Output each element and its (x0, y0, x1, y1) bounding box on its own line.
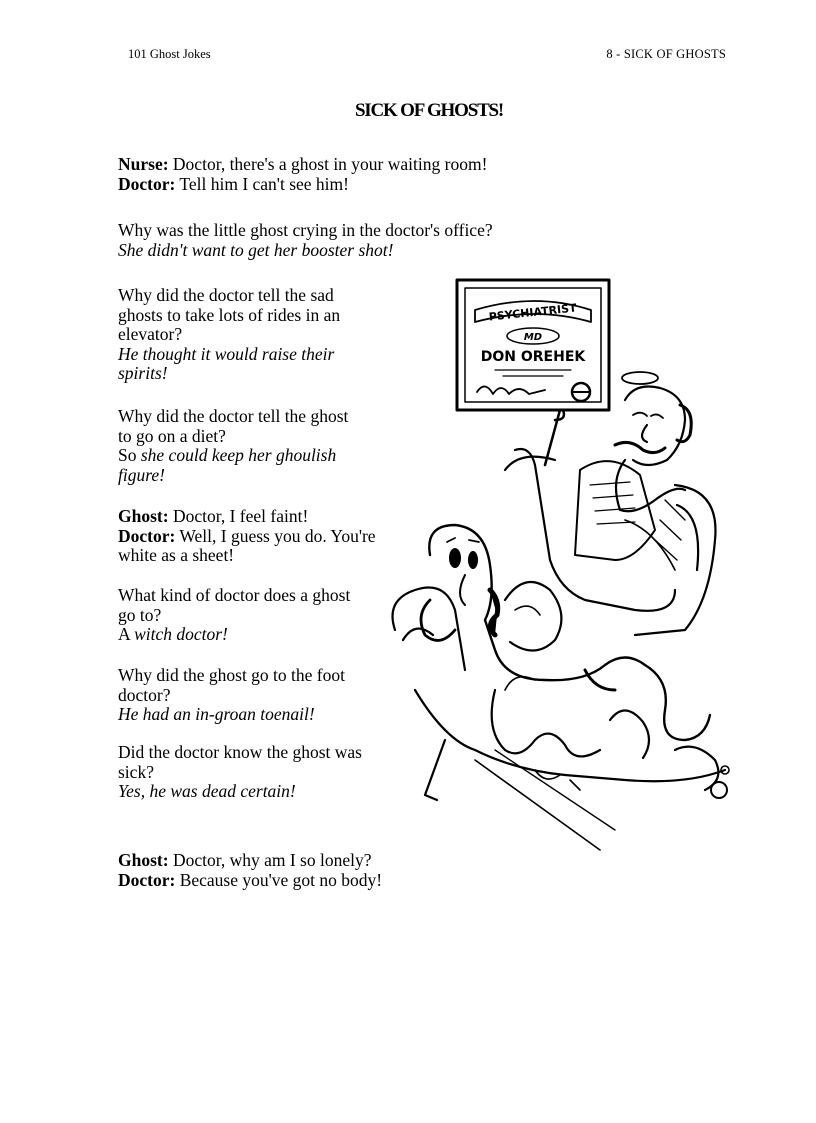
joke-2 (118, 221, 493, 260)
joke-1 (118, 155, 487, 194)
dialogue: Well, I guess you do. You're white as a sheet! (118, 525, 376, 565)
joke-7 (118, 666, 378, 725)
joke-8 (118, 743, 378, 802)
psychiatrist-figure (515, 372, 691, 611)
page-title: SICK OF GHOSTS! (354, 100, 504, 121)
dialogue: Doctor, why am I so lonely? (168, 850, 372, 870)
joke-answer: She didn't want to get her booster shot! (118, 239, 394, 260)
speaker: Ghost: (118, 506, 169, 526)
dialogue: Tell him I can't see him! (175, 173, 349, 194)
joke-answer: Yes, he was dead certain! (118, 781, 296, 801)
joke-answer: witch doctor! (134, 624, 228, 644)
joke-question: What kind of doctor does a ghost go to? (118, 585, 351, 625)
joke-9 (118, 851, 408, 890)
speaker: Nurse: (118, 154, 169, 174)
joke-question: Why was the little ghost crying in the doctor's office? (118, 220, 493, 240)
speaker: Ghost: (118, 850, 169, 870)
dialogue: Doctor, there's a ghost in your waiting room! (168, 154, 488, 174)
joke-3 (118, 286, 368, 384)
joke-4 (118, 407, 358, 485)
speaker: Doctor: (118, 173, 176, 194)
couch (393, 588, 726, 851)
joke-answer: she could keep her ghoulish figure! (118, 445, 337, 485)
dialogue: Doctor, I feel faint! (168, 506, 309, 526)
dialogue: Because you've got no body! (175, 869, 383, 890)
answer-prefix: A (118, 624, 135, 644)
diploma-line2: MD (523, 332, 543, 343)
ghost-patient (421, 525, 729, 798)
diploma-frame (457, 280, 609, 410)
speaker: Doctor: (118, 869, 176, 890)
joke-6 (118, 586, 358, 645)
joke-question: Why did the doctor tell the sad ghosts to take lots of rides in an elevator? (118, 285, 341, 344)
joke-answer: He had an in-groan toenail! (118, 704, 315, 724)
header-book-title: 101 Ghost Jokes (128, 47, 211, 61)
joke-question: Why did the ghost go to the foot doctor? (118, 665, 345, 705)
joke-5 (118, 507, 378, 566)
joke-question: Did the doctor know the ghost was sick? (118, 742, 362, 782)
doctor-ghost-cartoon (385, 270, 745, 860)
joke-answer: He thought it would raise their spirits! (118, 343, 335, 383)
diploma-line1: PSYCHIATRIST (488, 301, 578, 324)
speaker: Doctor: (118, 525, 176, 546)
diploma-line3: DON OREHEK (480, 349, 586, 365)
header-chapter: 8 - SICK OF GHOSTS (606, 47, 726, 61)
answer-prefix: So (118, 445, 141, 465)
joke-question: Why did the doctor tell the ghost to go on a diet? (118, 406, 349, 446)
